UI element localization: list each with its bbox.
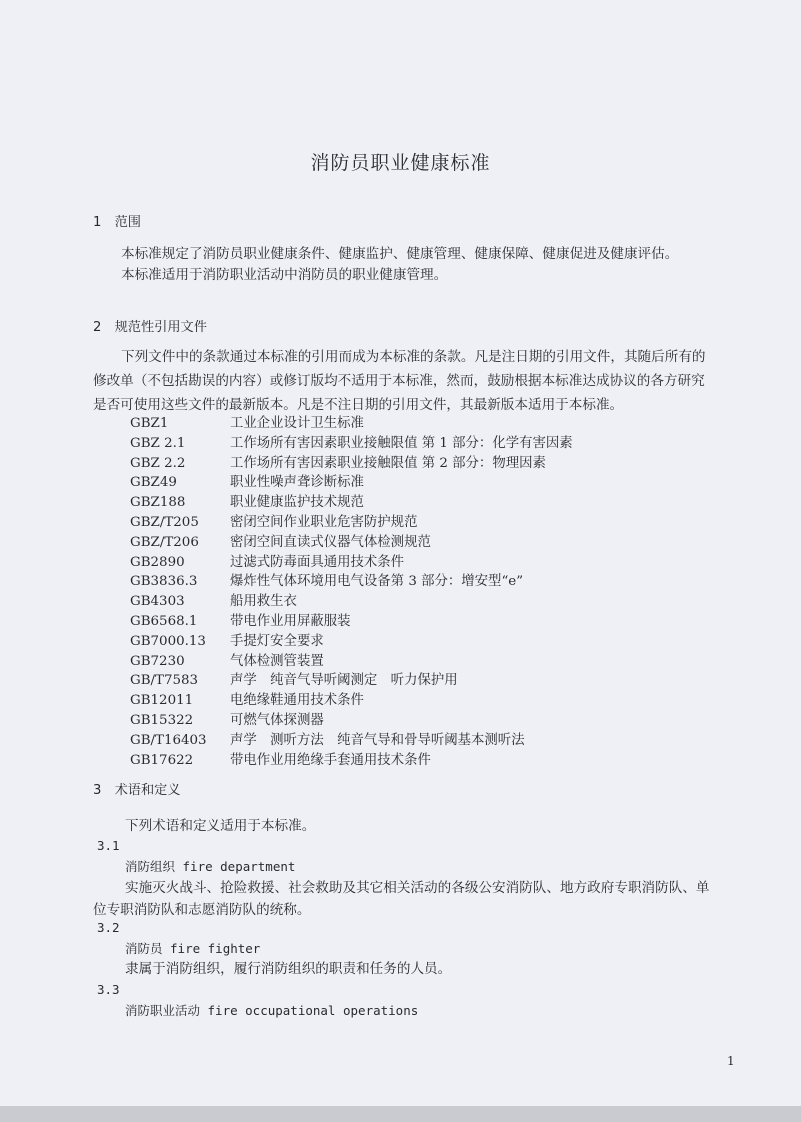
term-number: 3.1 xyxy=(97,838,120,853)
reference-code: GBZ49 xyxy=(130,475,177,491)
reference-code: GBZ/T206 xyxy=(130,534,199,550)
reference-code: GB/T7583 xyxy=(130,673,199,689)
reference-code: GB7000.13 xyxy=(130,633,206,649)
reference-code: GBZ1 xyxy=(130,416,169,431)
term-definition: 隶属于消防组织，履行消防组织的职责和任务的人员。 xyxy=(125,961,452,977)
reference-name: 带电作业用屏蔽服装 xyxy=(230,614,351,629)
scan-edge xyxy=(0,1106,801,1122)
term-number: 3.2 xyxy=(97,920,120,935)
document-title: 消防员职业健康标准 xyxy=(310,152,491,174)
reference-code: GBZ 2.2 xyxy=(130,455,186,471)
reference-code: GB6568.1 xyxy=(130,614,198,629)
reference-name: 工作场所有害因素职业接触限值 第 1 部分：化学有害因素 xyxy=(230,435,573,451)
reference-code: GB17622 xyxy=(130,752,194,768)
reference-code: GBZ188 xyxy=(130,495,186,511)
paragraph-line: 修改单（不包括勘误的内容）或修订版均不适用于本标准，然而，鼓励根据本标准达成协议的各方研究 xyxy=(93,373,705,389)
reference-code: GB/T16403 xyxy=(130,732,207,748)
reference-name: 船用救生衣 xyxy=(230,594,297,610)
reference-name: 声学 纯音气导听阈测定 听力保护用 xyxy=(230,673,458,689)
reference-name: 工业企业设计卫生标准 xyxy=(230,416,364,431)
reference-code: GBZ/T205 xyxy=(130,515,199,530)
reference-name: 爆炸性气体环境用电气设备第 3 部分：增安型“e” xyxy=(230,574,524,590)
section-1-heading: 1 范围 xyxy=(93,215,141,230)
reference-name: 气体检测管装置 xyxy=(230,653,324,669)
term-title: 消防组织 fire department xyxy=(125,859,296,874)
reference-code: GB2890 xyxy=(130,554,185,570)
reference-name: 职业性噪声聋诊断标准 xyxy=(230,475,364,491)
reference-name: 电绝缘鞋通用技术条件 xyxy=(230,693,364,709)
paragraph: 本标准规定了消防员职业健康条件、健康监护、健康管理、健康保障、健康促进及健康评估。 xyxy=(121,246,679,262)
reference-code: GBZ 2.1 xyxy=(130,435,186,451)
reference-name: 带电作业用绝缘手套通用技术条件 xyxy=(230,752,431,768)
reference-code: GB7230 xyxy=(130,653,185,669)
term-number: 3.3 xyxy=(97,982,120,997)
reference-code: GB4303 xyxy=(130,594,185,610)
page-number: 1 xyxy=(727,1054,735,1068)
reference-name: 密闭空间直读式仪器气体检测规范 xyxy=(230,534,431,550)
reference-name: 工作场所有害因素职业接触限值 第 2 部分：物理因素 xyxy=(230,455,546,471)
paragraph: 本标准适用于消防职业活动中消防员的职业健康管理。 xyxy=(121,267,448,283)
paragraph: 下列术语和定义适用于本标准。 xyxy=(125,818,316,834)
reference-name: 手提灯安全要求 xyxy=(230,633,324,649)
reference-code: GB3836.3 xyxy=(130,574,198,590)
term-title: 消防员 fire fighter xyxy=(125,941,261,956)
reference-name: 声学 测听方法 纯音气导和骨导听阈基本测听法 xyxy=(230,732,525,748)
reference-code: GB12011 xyxy=(130,693,194,709)
section-3-heading: 3 术语和定义 xyxy=(93,783,181,798)
term-definition: 位专职消防队和志愿消防队的统称。 xyxy=(93,902,311,918)
section-2-heading: 2 规范性引用文件 xyxy=(93,320,207,335)
term-definition: 实施灭火战斗、抢险救援、社会救助及其它相关活动的各级公安消防队、地方政府专职消防队、单 xyxy=(125,880,710,896)
reference-name: 可燃气体探测器 xyxy=(230,713,324,728)
reference-name: 职业健康监护技术规范 xyxy=(230,495,364,511)
reference-name: 密闭空间作业职业危害防护规范 xyxy=(230,515,418,530)
reference-code: GB15322 xyxy=(130,713,194,728)
paragraph-line: 下列文件中的条款通过本标准的引用而成为本标准的条款。凡是注日期的引用文件，其随后所有的 xyxy=(121,349,706,365)
reference-name: 过滤式防毒面具通用技术条件 xyxy=(230,554,405,570)
paragraph-line: 是否可使用这些文件的最新版本。凡是不注日期的引用文件，其最新版本适用于本标准。 xyxy=(93,397,624,413)
term-title: 消防职业活动 fire occupational operations xyxy=(125,1003,419,1018)
